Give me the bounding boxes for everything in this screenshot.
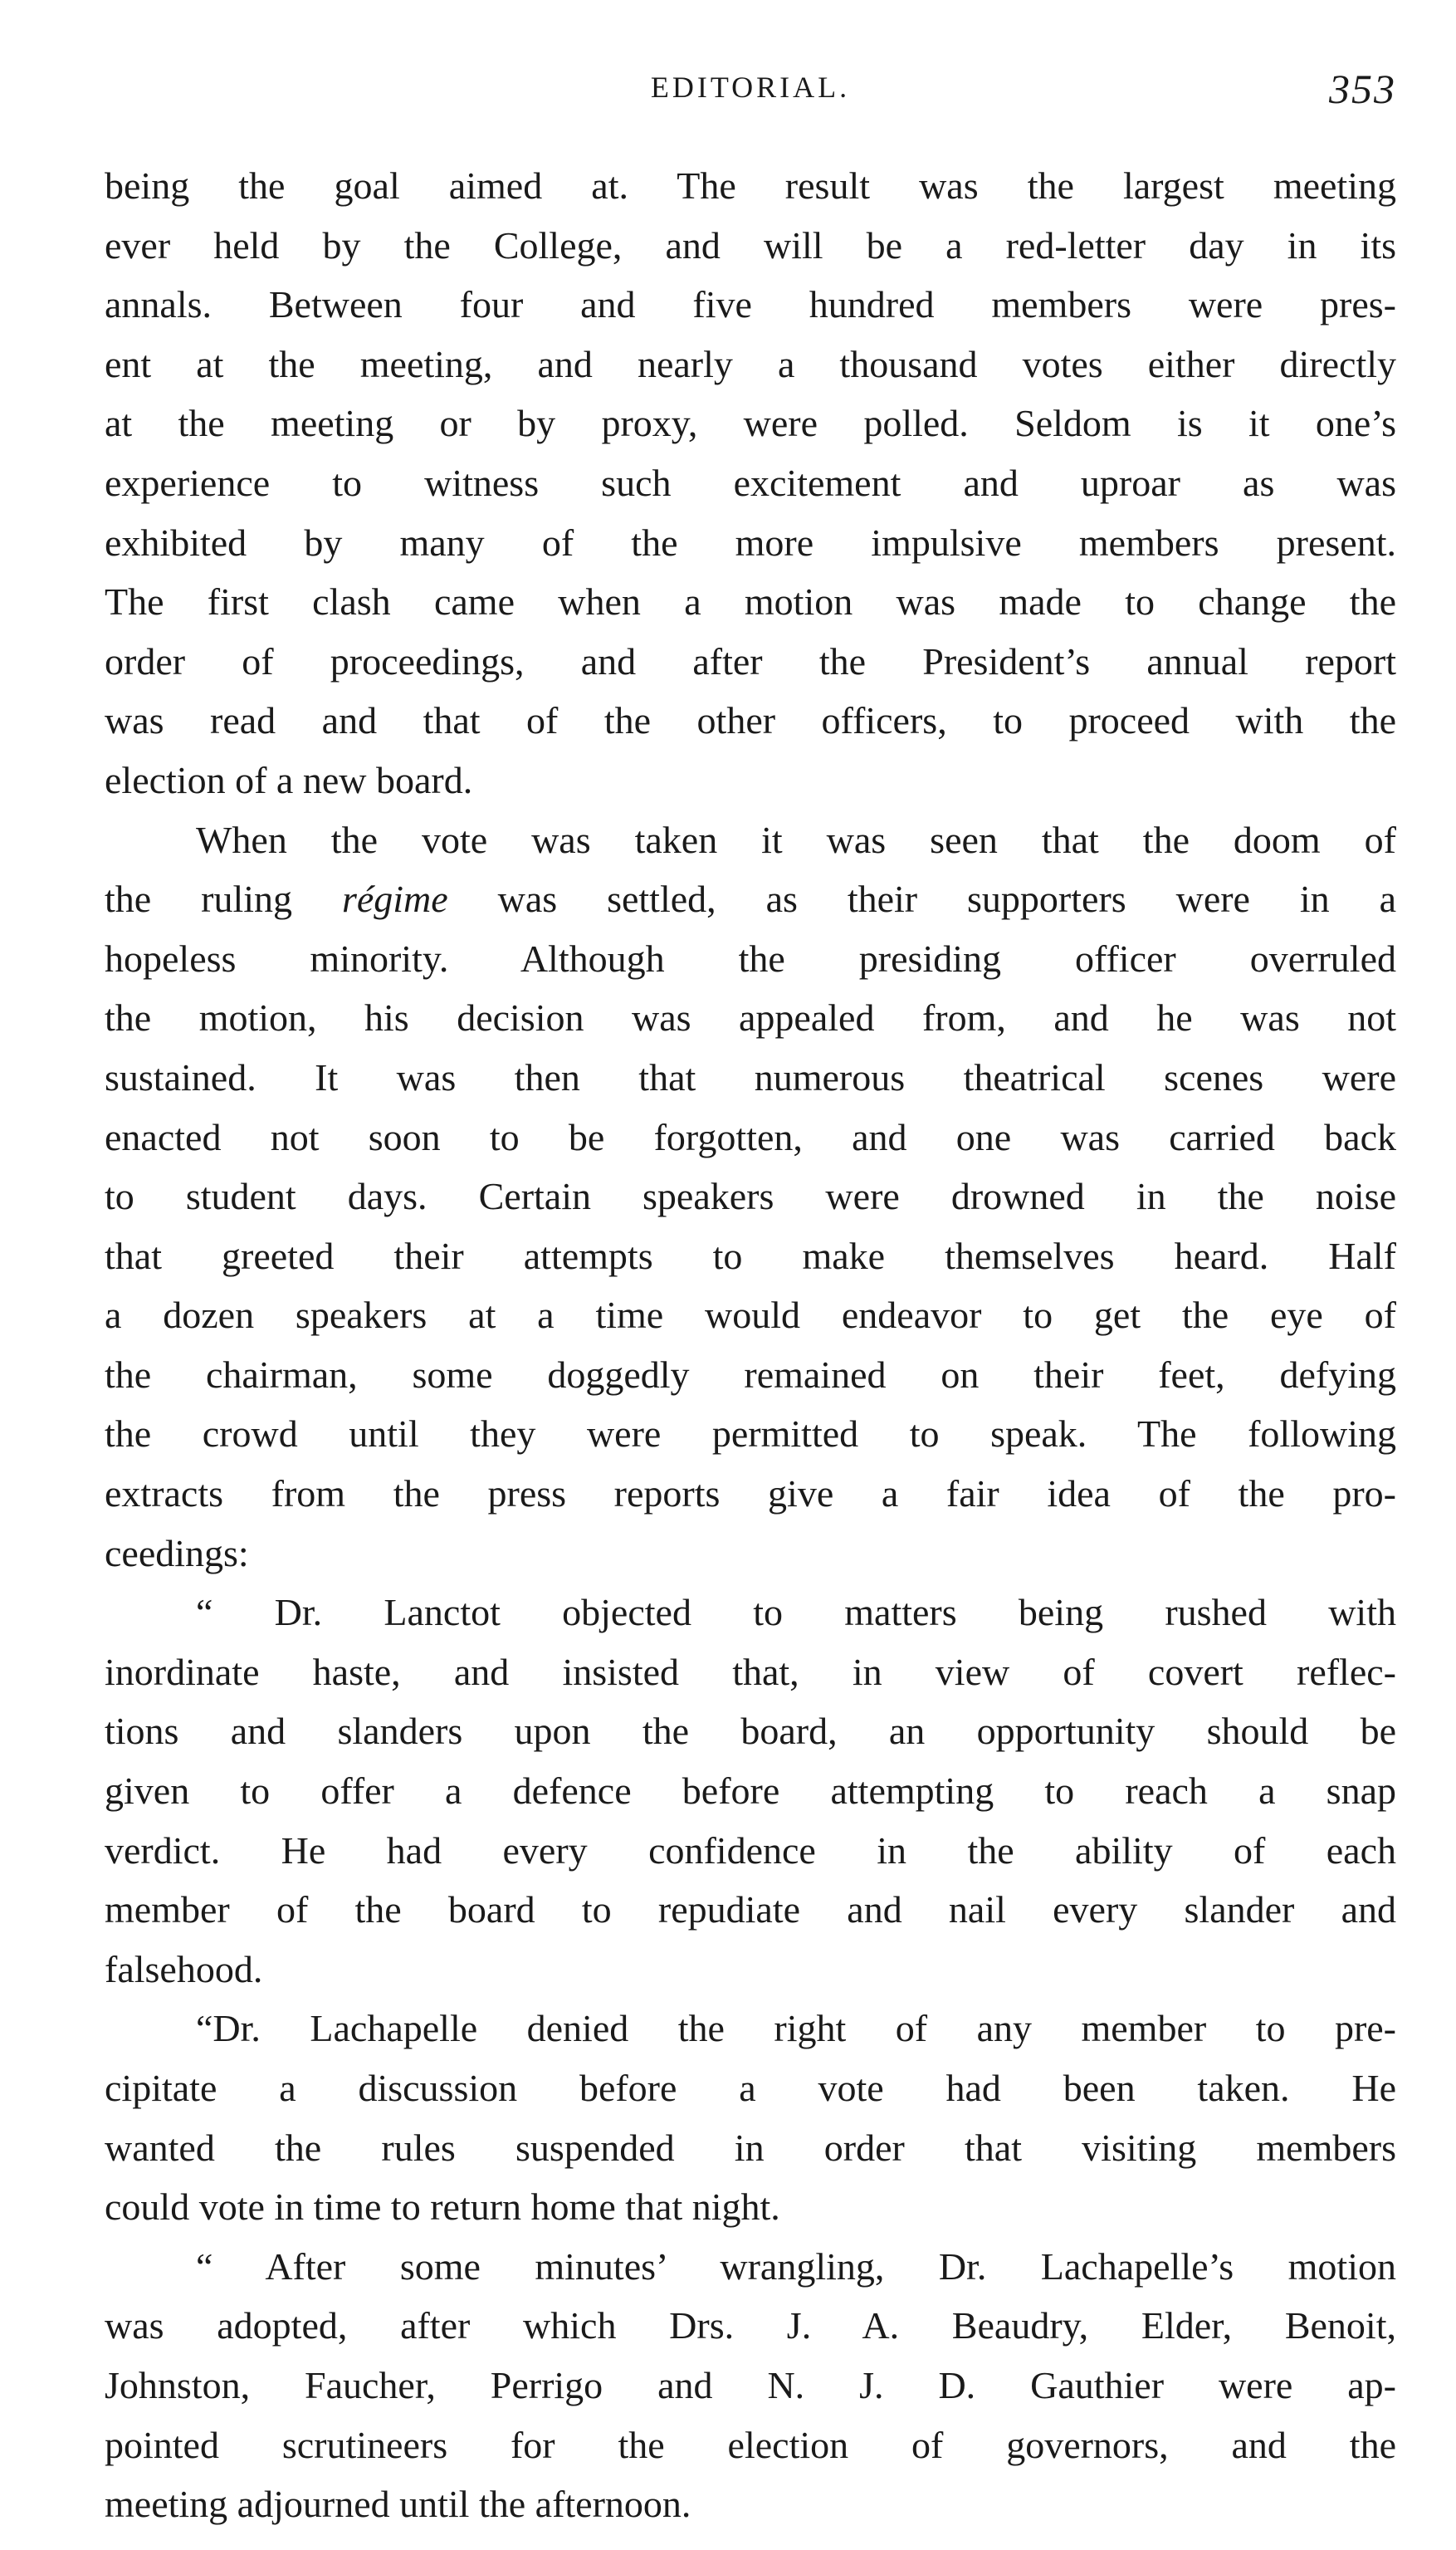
text-line: was read and that of the other officers, to proceed with the xyxy=(105,699,1396,742)
text-line: tions and slanders upon the board, an opportunity should be xyxy=(105,1710,1396,1753)
text-line: given to offer a defence before attempting to reach a snap xyxy=(105,1769,1396,1813)
text-line: sustained. It was then that numerous theatrical scenes were xyxy=(105,1055,1396,1099)
text-line xyxy=(105,869,1396,929)
line-text-before-italic: the ruling xyxy=(105,878,342,921)
text-line: verdict. He had every confidence in the ability of each xyxy=(105,1828,1396,1872)
text-line: The first clash came when a motion was made to change the xyxy=(105,580,1396,624)
text-line: Johnston, Faucher, Perrigo and N. J. D. Gauthier were ap- xyxy=(105,2363,1396,2406)
text-line: exhibited by many of the more impulsive members present. xyxy=(105,521,1396,564)
text-line: ever held by the College, and will be a red-letter day in its xyxy=(105,223,1396,267)
paragraph-end-line: falsehood. xyxy=(105,1947,263,1990)
text-line: ent at the meeting, and nearly a thousand votes either directly xyxy=(105,342,1396,385)
paragraph-end-line: could vote in time to return home that night. xyxy=(105,2185,780,2229)
text-line: pointed scrutineers for the election of governors, and the xyxy=(105,2423,1396,2466)
running-header xyxy=(105,65,1396,123)
paragraph-start-line: “ After some minutes’ wrangling, Dr. Lachapelle’s motion xyxy=(196,2244,1396,2288)
paragraph-end-line: election of a new board. xyxy=(105,758,473,801)
paragraph-start-line: “ Dr. Lanctot objected to matters being rushed with xyxy=(196,1591,1396,1634)
page-number: 353 xyxy=(1329,66,1396,112)
text-line: member of the board to repudiate and nail every slander and xyxy=(105,1888,1396,1931)
line-text-after-italic: was settled, as their supporters were in a xyxy=(447,878,1397,921)
text-line: the motion, his decision was appealed from, and he was not xyxy=(105,996,1396,1040)
text-line: to student days. Certain speakers were drowned in the noise xyxy=(105,1175,1396,1218)
text-line: being the goal aimed at. The result was the largest meeting xyxy=(105,164,1396,207)
paragraph-end-line: ceedings: xyxy=(105,1531,249,1574)
paragraph-start-line: When the vote was taken it was seen that the doom of xyxy=(196,818,1396,861)
text-line: extracts from the press reports give a fair idea of the pro- xyxy=(105,1472,1396,1515)
text-line: hopeless minority. Although the presiding officer overruled xyxy=(105,937,1396,980)
italic-term: régime xyxy=(341,878,448,921)
text-line: that greeted their attempts to make themselves heard. Half xyxy=(105,1234,1396,1277)
text-line: inordinate haste, and insisted that, in view of covert reflec- xyxy=(105,1650,1396,1693)
text-line: was adopted, after which Drs. J. A. Beaudry, Elder, Benoit, xyxy=(105,2304,1396,2347)
text-line: a dozen speakers at a time would endeavor to get the eye of xyxy=(105,1294,1396,1337)
text-line: experience to witness such excitement and uproar as was xyxy=(105,461,1396,504)
text-line: at the meeting or by proxy, were polled. Seldom is it one’s xyxy=(105,402,1396,445)
text-line: wanted the rules suspended in order that visiting members xyxy=(105,2126,1396,2169)
text-line: cipitate a discussion before a vote had been taken. He xyxy=(105,2067,1396,2109)
paragraph-start-line: “Dr. Lachapelle denied the right of any member to pre- xyxy=(196,2007,1396,2050)
text-line: enacted not soon to be forgotten, and one was carried back xyxy=(105,1115,1396,1158)
text-line: annals. Between four and five hundred members were pres- xyxy=(105,283,1396,326)
body-text xyxy=(105,156,1396,2534)
text-line: the chairman, some doggedly remained on their feet, defying xyxy=(105,1353,1396,1396)
text-line: the crowd until they were permitted to speak. The following xyxy=(105,1412,1396,1456)
text-line: order of proceedings, and after the President’s annual report xyxy=(105,639,1396,683)
running-title: EDITORIAL. xyxy=(650,71,851,104)
paragraph-end-line: meeting adjourned until the afternoon. xyxy=(105,2483,691,2526)
